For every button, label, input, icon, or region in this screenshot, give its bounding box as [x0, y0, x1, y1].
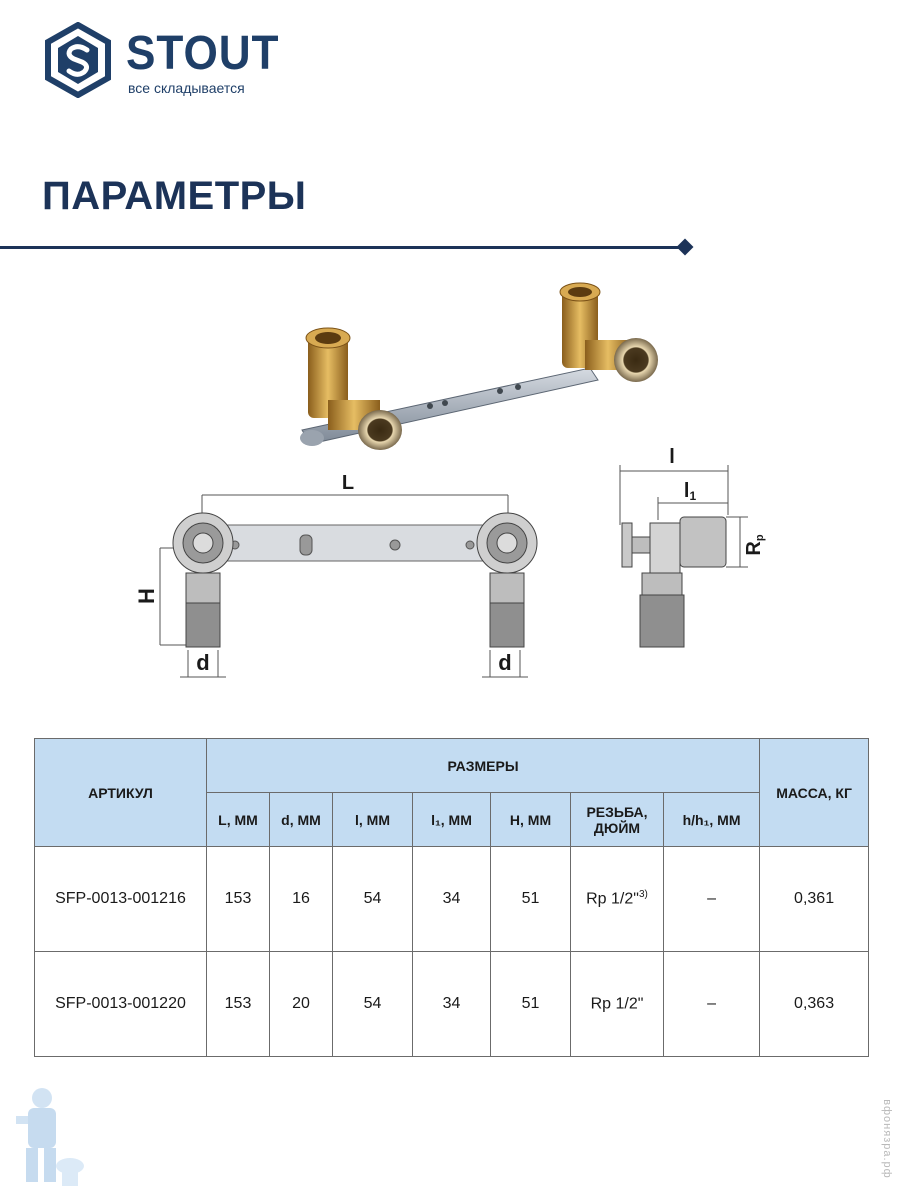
table-row [35, 952, 869, 1057]
divider-diamond-icon [677, 239, 694, 256]
dim-d-label-right: d [498, 650, 512, 675]
col-mass-header: МАССА, КГ [760, 739, 869, 847]
title-divider [0, 246, 684, 249]
col-L-header: L, ММ [207, 793, 270, 847]
dim-d-label-left: d [196, 650, 210, 675]
page-title: ПАРАМЕТРЫ [42, 174, 307, 218]
cell-l1: 34 [413, 952, 491, 1057]
brand-logo[interactable] [44, 22, 344, 102]
specs-table [34, 738, 869, 1057]
cell-article: SFP-0013-001216 [35, 847, 207, 952]
col-d-header: d, ММ [270, 793, 333, 847]
col-thread-header: РЕЗЬБА, ДЮЙМ [571, 793, 664, 847]
dim-L-label: L [341, 472, 355, 494]
table-row [35, 847, 869, 952]
cell-l: 54 [333, 847, 413, 952]
cell-l1: 34 [413, 847, 491, 952]
cell-h: – [664, 847, 760, 952]
site-watermark: вфонязра.рф [881, 1099, 893, 1179]
col-h-header: h/h₁, ММ [664, 793, 760, 847]
side-view-drawing [600, 445, 770, 655]
cell-H: 51 [491, 952, 571, 1057]
cell-h: – [664, 952, 760, 1057]
col-H-header: H, ММ [491, 793, 571, 847]
dim-H-label: H [134, 588, 159, 604]
col-l-header: l, ММ [333, 793, 413, 847]
cell-article: SFP-0013-001220 [35, 952, 207, 1057]
product-photo [290, 280, 690, 460]
col-l1-header: l₁, ММ [413, 793, 491, 847]
dimensions-group-header: РАЗМЕРЫ [207, 739, 760, 793]
front-view-drawing [130, 465, 540, 685]
cell-mass: 0,363 [760, 952, 869, 1057]
col-article-header: АРТИКУЛ [35, 739, 207, 847]
cell-L: 153 [207, 847, 270, 952]
plumber-mascot-icon [8, 1082, 88, 1192]
cell-thread: Rp 1/2" [571, 952, 664, 1057]
dim-l-label: l [669, 446, 675, 468]
cell-d: 16 [270, 847, 333, 952]
stout-logo-icon [44, 22, 112, 98]
dim-Rp-label: Rp [743, 534, 766, 556]
footnote-ref: 3) [638, 889, 648, 901]
brand-slogan: все складывается [128, 80, 245, 96]
cell-H: 51 [491, 847, 571, 952]
cell-l: 54 [333, 952, 413, 1057]
cell-d: 20 [270, 952, 333, 1057]
cell-thread: Rp 1/2"$^{3)}$ [571, 847, 664, 952]
cell-mass: 0,361 [760, 847, 869, 952]
brand-name: STOUT [126, 27, 280, 80]
cell-L: 153 [207, 952, 270, 1057]
dim-l1-label: l1 [683, 480, 697, 503]
